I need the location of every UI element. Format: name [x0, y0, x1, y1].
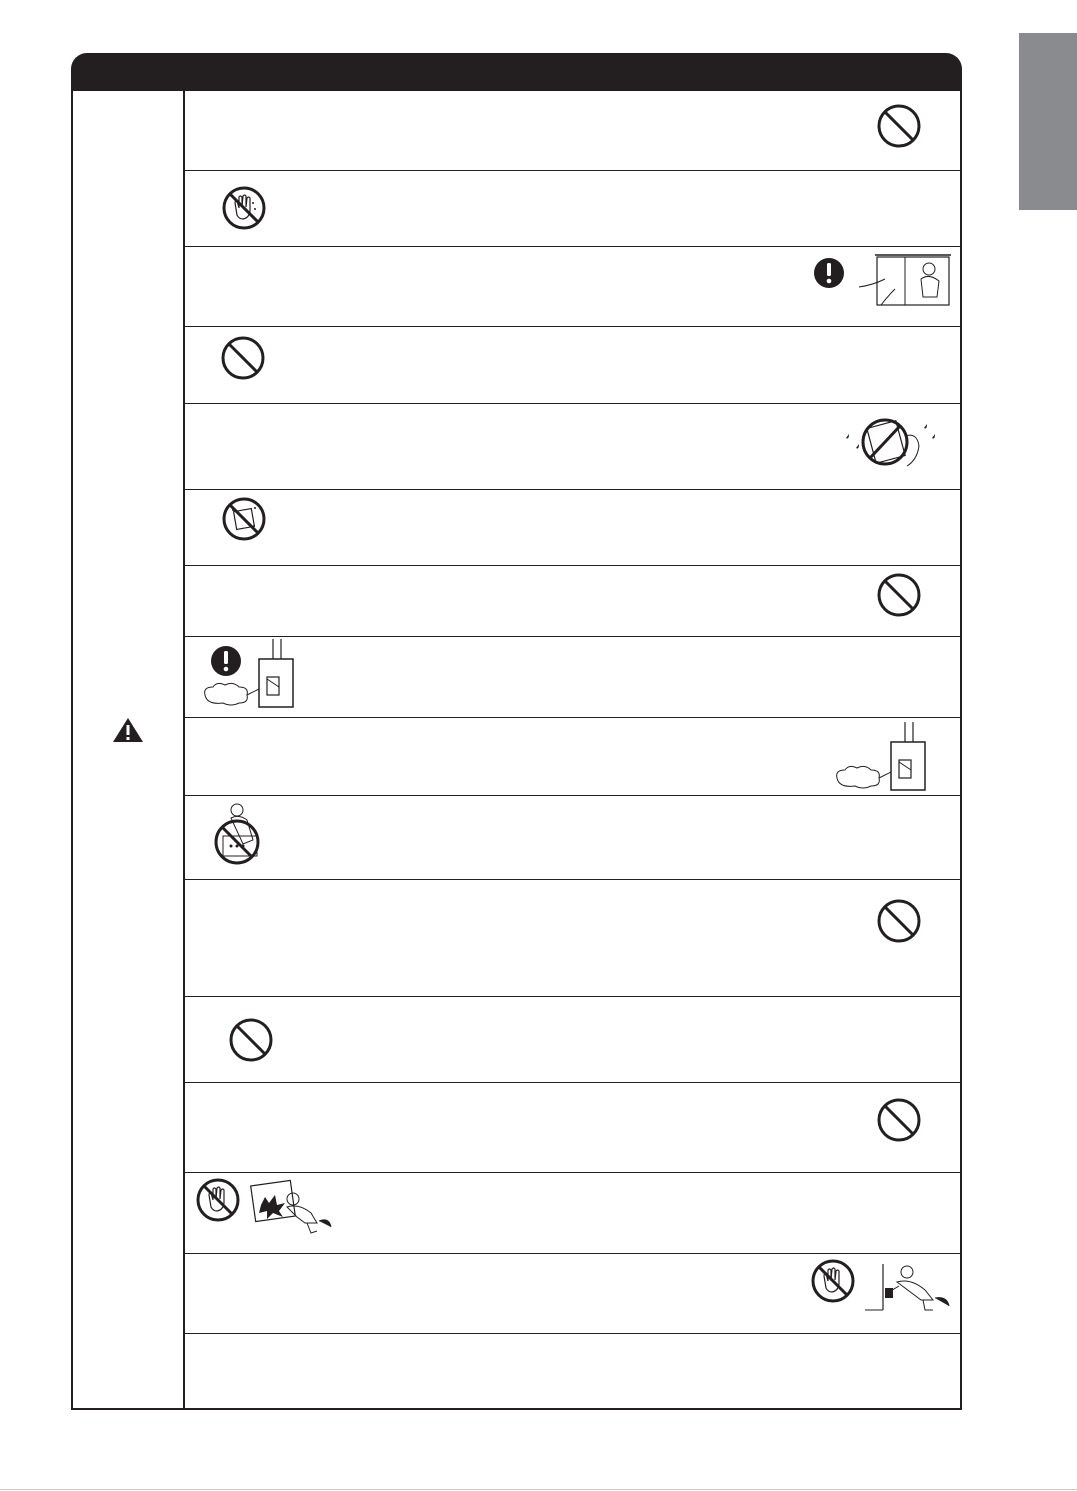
no-water-icon: [221, 496, 267, 542]
warning-row-10: [185, 796, 960, 880]
warning-row-15: [185, 1254, 960, 1334]
warning-row-8: [185, 637, 960, 718]
circuit-breaker-icon: [201, 637, 305, 713]
warning-row-6: [185, 490, 960, 566]
exclamation-icon: [813, 257, 845, 289]
warning-row-5: [185, 404, 960, 490]
warning-row-11: [185, 880, 960, 997]
no-climbing-unit-illustration: [213, 800, 273, 866]
page-footer-divider: [0, 1489, 1077, 1490]
warning-row-13: [185, 1083, 960, 1173]
language-side-tab: [1019, 33, 1077, 210]
no-water-splash-unit-illustration: [837, 406, 943, 486]
no-touch-hand-icon: [810, 1258, 856, 1304]
prohibition-icon: [228, 1017, 274, 1063]
warning-row-2: [185, 171, 960, 247]
warning-row-14: [185, 1173, 960, 1254]
prohibition-icon: [220, 335, 266, 381]
warning-row-9: [185, 718, 960, 796]
circuit-breaker-icon: [833, 720, 937, 796]
prohibition-icon: [876, 898, 922, 944]
warning-row-12: [185, 997, 960, 1083]
person-at-wall-illustration: [861, 1260, 953, 1322]
prohibition-icon: [876, 1097, 922, 1143]
warning-row-7: [185, 566, 960, 637]
no-touch-hand-icon: [195, 1177, 241, 1223]
prohibition-icon: [876, 103, 922, 149]
warning-row-1: [185, 91, 960, 171]
warning-row-3: [185, 247, 960, 327]
section-header-bar: [71, 53, 962, 91]
no-wet-hands-icon: [221, 185, 267, 231]
ventilate-window-illustration: [855, 249, 955, 311]
person-hit-by-unit-illustration: [247, 1177, 337, 1237]
warning-triangle-icon: [112, 717, 144, 743]
warnings-table: [71, 91, 962, 1410]
warning-category-column: [73, 91, 185, 1408]
warning-row-4: [185, 327, 960, 404]
warning-row-16: [185, 1334, 960, 1408]
prohibition-icon: [876, 572, 922, 618]
